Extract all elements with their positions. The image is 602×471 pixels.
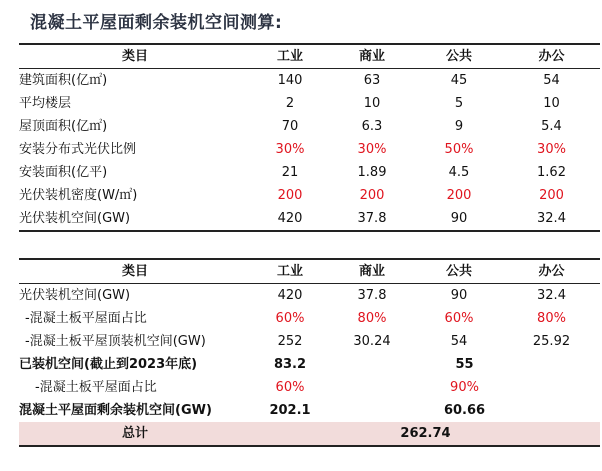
cell-value: 55: [455, 357, 474, 372]
cell-value: 80%: [537, 311, 566, 326]
table-row: [19, 353, 600, 376]
row-label: -混凝土板平屋面占比: [25, 311, 147, 326]
cell-value: 202.1: [269, 403, 311, 418]
cell-value: 45: [450, 73, 468, 88]
cell-value: 54: [450, 334, 468, 349]
cell-value: 10: [543, 96, 560, 111]
row-label: 光伏装机密度(W/㎡): [19, 188, 138, 203]
cell-value: 420: [277, 288, 303, 303]
cell-value: 37.8: [357, 211, 387, 226]
row-label: 平均楼层: [19, 96, 72, 111]
table-row: [19, 138, 600, 161]
cell-value: 5.4: [541, 119, 562, 134]
header-commercial: 商业: [329, 44, 415, 69]
table-header-row: [19, 259, 600, 284]
header-office: 办公: [503, 259, 600, 284]
row-label: 安装分布式光伏比例: [19, 142, 137, 157]
header-industrial: 工业: [251, 259, 329, 284]
roof-area-table: [19, 43, 600, 232]
cell-value: 4.5: [448, 165, 470, 180]
table-row: [19, 330, 600, 353]
cell-value: 9: [454, 119, 464, 134]
total-value: 262.74: [251, 422, 600, 446]
cell-value: 420: [277, 211, 303, 226]
cell-value: 90%: [450, 380, 479, 395]
cell-value: 54: [543, 73, 560, 88]
header-public: 公共: [415, 44, 503, 69]
cell-value: 140: [277, 73, 303, 88]
row-label: 已装机空间(截止到2023年底): [19, 357, 198, 372]
row-label: -混凝土板平屋顶装机空间(GW): [25, 334, 206, 349]
cell-value: 60%: [444, 311, 474, 326]
cell-value: 25.92: [532, 334, 571, 349]
table-row: [19, 376, 600, 399]
total-label: 总计: [19, 422, 251, 446]
cell-value: 32.4: [537, 211, 566, 226]
header-public: 公共: [415, 259, 503, 284]
cell-value: 30%: [275, 142, 305, 157]
row-label: 安装面积(亿平): [19, 165, 108, 180]
cell-value: 200: [446, 188, 472, 203]
row-label: 光伏装机空间(GW): [19, 211, 131, 226]
cell-value: 30%: [357, 142, 387, 157]
table-row: [19, 307, 600, 330]
table-row: [19, 284, 600, 308]
header-category: 类目: [19, 44, 251, 69]
cell-value: 21: [281, 165, 299, 180]
cell-value: 32.4: [537, 288, 566, 303]
table-row: [19, 115, 600, 138]
cell-value: 30%: [537, 142, 566, 157]
cell-value: 200: [539, 188, 564, 203]
cell-value: 200: [359, 188, 385, 203]
cell-value: 50%: [444, 142, 474, 157]
cell-value: 5: [454, 96, 464, 111]
cell-value: 80%: [357, 311, 387, 326]
cell-value: 83.2: [273, 357, 307, 372]
row-label: 建筑面积(亿㎡): [19, 73, 108, 88]
cell-value: 252: [277, 334, 303, 349]
cell-value: 6.3: [361, 119, 383, 134]
cell-value: 60%: [275, 311, 305, 326]
header-category: 类目: [19, 259, 251, 284]
cell-value: 2: [285, 96, 295, 111]
table-row: [19, 399, 600, 422]
table-row: [19, 69, 600, 93]
row-label: 混凝土平屋面剩余装机空间(GW): [19, 403, 212, 418]
header-office: 办公: [503, 44, 600, 69]
row-label: 光伏装机空间(GW): [19, 288, 131, 303]
table-row: [19, 92, 600, 115]
cell-value: 70: [281, 119, 299, 134]
table-header-row: [19, 44, 600, 69]
cell-value: 1.62: [537, 165, 566, 180]
header-industrial: 工业: [251, 44, 329, 69]
cell-value: 10: [363, 96, 381, 111]
cell-value: 1.89: [357, 165, 387, 180]
remaining-capacity-table: [19, 258, 600, 447]
cell-value: 60%: [275, 380, 305, 395]
cell-value: 37.8: [357, 288, 387, 303]
header-commercial: 商业: [329, 259, 415, 284]
table-row: [19, 161, 600, 184]
cell-value: 90: [450, 211, 468, 226]
cell-value: 90: [450, 288, 468, 303]
row-label: -混凝土板平屋面占比: [35, 380, 157, 395]
table-row: [19, 184, 600, 207]
cell-value: 200: [277, 188, 303, 203]
cell-value: 30.24: [353, 334, 391, 349]
cell-value: 60.66: [443, 403, 486, 418]
total-row: [19, 422, 600, 446]
row-label: 屋顶面积(亿㎡): [19, 119, 108, 134]
cell-value: 63: [363, 73, 381, 88]
table-row: [19, 207, 600, 231]
page-title: 混凝土平屋面剩余装机空间测算:: [30, 13, 283, 33]
